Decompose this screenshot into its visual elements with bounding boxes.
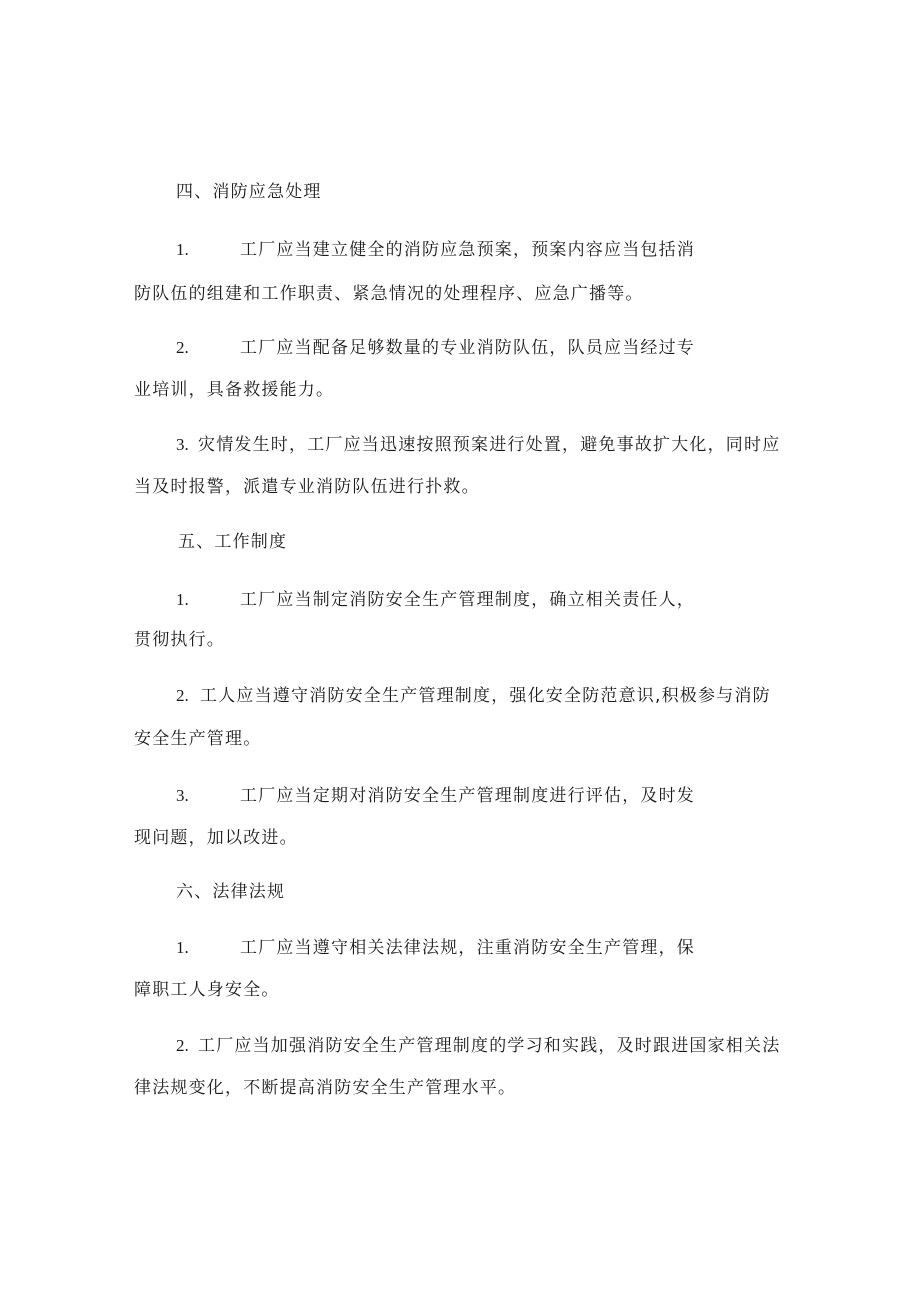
- item-text-line1: 工厂应当配备足够数量的专业消防队伍，队员应当经过专: [240, 338, 695, 358]
- item-text-line2: 防队伍的组建和工作职责、紧急情况的处理程序、应急广播等。: [134, 284, 644, 304]
- item-text-line1: 工厂应当遵守相关法律法规，注重消防安全生产管理，保: [240, 938, 695, 958]
- item-number: 2.: [176, 686, 189, 705]
- item-number: 1.: [176, 240, 189, 259]
- item-text-line2: 贯彻执行。: [134, 630, 225, 650]
- item-number: 3.: [176, 786, 189, 805]
- item-text-line1: 工厂应当定期对消防安全生产管理制度进行评估，及时发: [240, 786, 695, 806]
- item-number: 1.: [176, 938, 189, 957]
- item-text-line2: 当及时报警，派遣专业消防队伍进行扑救。: [134, 477, 480, 497]
- item-number: 2.: [176, 1036, 189, 1055]
- item-text-line2: 律法规变化，不断提高消防安全生产管理水平。: [134, 1078, 517, 1098]
- item-text-line2: 业培训，具备救援能力。: [134, 380, 335, 400]
- section-heading: 四、消防应急处理: [176, 182, 322, 202]
- item-text-line1: 灾情发生时，工厂应当迅速按照预案进行处置，避免事故扩大化，同时应: [198, 435, 781, 455]
- item-text-line1: 工厂应当制定消防安全生产管理制度，确立相关责任人，: [240, 590, 695, 610]
- item-text-line2: 安全生产管理。: [134, 729, 262, 749]
- item-number: 1.: [176, 590, 189, 609]
- item-number: 3.: [176, 435, 189, 454]
- item-text-line1: 工厂应当加强消防安全生产管理制度的学习和实践，及时跟进国家相关法: [198, 1036, 781, 1056]
- item-text-line2: 现问题，加以改进。: [134, 828, 298, 848]
- section-heading: 五、工作制度: [178, 532, 288, 552]
- item-number: 2.: [176, 338, 189, 357]
- item-text-line1: 工人应当遵守消防安全生产管理制度，强化安全防范意识,积极参与消防: [200, 686, 771, 706]
- item-text-line2: 障职工人身安全。: [134, 980, 280, 1000]
- section-heading: 六、法律法规: [176, 882, 286, 902]
- item-text-line1: 工厂应当建立健全的消防应急预案，预案内容应当包括消: [240, 240, 695, 260]
